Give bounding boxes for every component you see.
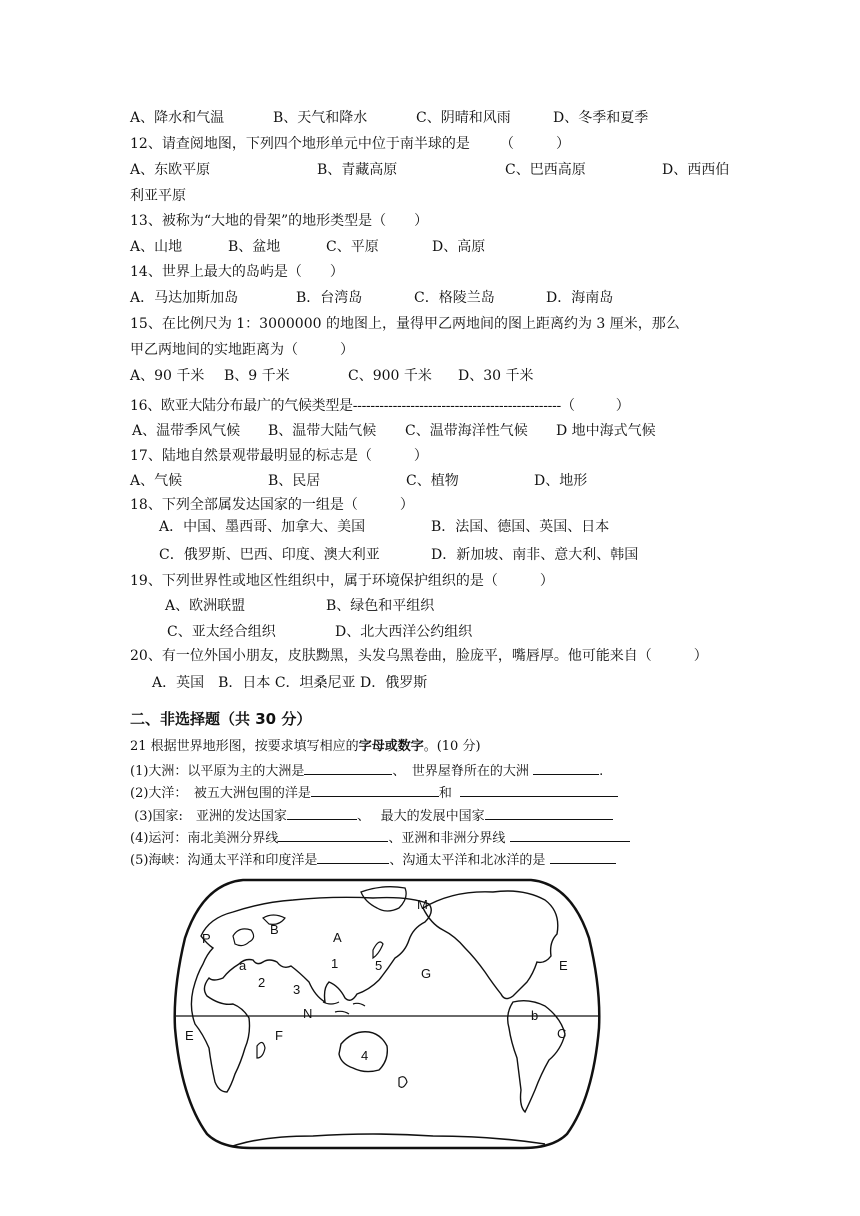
q21-line3 — [130, 805, 613, 827]
answer-blank[interactable] — [278, 827, 388, 842]
q17-stem: 17、陆地自然景观带最明显的标志是（ ） — [130, 448, 428, 464]
answer-blank[interactable] — [287, 805, 357, 820]
option: C、温带海洋性气候 — [405, 423, 528, 439]
option: C、巴西高原 — [505, 162, 586, 178]
map-label: B — [270, 922, 279, 937]
q21-intro-pre: 21 根据世界地形图，按要求填写相应的 — [130, 739, 359, 754]
option: D、30 千米 — [458, 368, 534, 384]
map-label: a — [239, 958, 247, 973]
answer-blank[interactable] — [533, 760, 599, 775]
north-america-outline — [423, 891, 558, 999]
option: A、山地 — [130, 239, 183, 255]
q21-prompt: (5)海峡：沟通太平洋和印度洋是 — [130, 853, 318, 868]
option: A．中国、墨西哥、加拿大、美国 — [159, 519, 366, 535]
q12-option-wrap: 利亚平原 — [130, 188, 186, 204]
q21-prompt: 、亚洲和非洲分界线 — [388, 831, 506, 846]
map-label: G — [421, 966, 432, 981]
map-label: 1 — [331, 956, 339, 971]
option: C、亚太经合组织 — [167, 624, 276, 640]
option: A．马达加斯加岛 — [130, 290, 239, 306]
q18-stem: 18、下列全部属发达国家的一组是（ ） — [130, 497, 414, 513]
greenland-outline — [361, 887, 406, 911]
map-label: 2 — [258, 975, 266, 990]
q21-prompt: (3)国家: 亚洲的发达国家 — [130, 809, 287, 824]
map-label: A — [333, 930, 342, 945]
option: B、温带大陆气候 — [268, 423, 377, 439]
option: B、天气和降水 — [273, 110, 368, 126]
q21-intro-emphasis: 字母或数字 — [358, 739, 424, 754]
option: A、温带季风气候 — [132, 423, 241, 439]
section-heading: 二、非选择题（共 30 分） — [130, 710, 312, 728]
q15-stem-line1: 15、在比例尺为 1：3000000 的地图上，量得甲乙两地间的图上距离约为 3 厘米，那么 — [130, 316, 680, 332]
map-label: 4 — [361, 1048, 369, 1063]
q15-stem-line2: 甲乙两地间的实地距离为（ ） — [130, 342, 354, 358]
q21-prompt: (4)运河：南北美洲分界线 — [130, 831, 279, 846]
q21-prompt: 、 最大的发展中国家 — [356, 809, 485, 824]
answer-blank[interactable] — [510, 827, 630, 842]
option: C、阴晴和风雨 — [416, 110, 511, 126]
q21-intro — [130, 737, 481, 757]
answer-blank[interactable] — [317, 849, 389, 864]
antarctica-outline — [233, 1134, 545, 1146]
option: A、降水和气温 — [130, 110, 225, 126]
answer-paren: （ ） — [500, 136, 570, 152]
world-terrain-map — [173, 878, 601, 1150]
q21-line1 — [130, 760, 603, 782]
map-label: C — [557, 1026, 567, 1041]
option: D．新加坡、南非、意大利、韩国 — [431, 547, 639, 563]
q21-intro-post: 。(10 分) — [423, 739, 481, 754]
q21-line5 — [130, 849, 616, 871]
map-label: P — [202, 931, 211, 946]
option: A、90 千米 — [130, 368, 205, 384]
option: B、9 千米 — [224, 368, 290, 384]
option: B、青藏高原 — [317, 162, 398, 178]
option: B．台湾岛 — [296, 290, 363, 306]
map-label: E — [185, 1028, 194, 1043]
q13-stem: 13、被称为“大地的骨架”的地形类型是（ ） — [130, 213, 429, 229]
q20-stem: 20、有一位外国小朋友，皮肤黝黑，头发乌黑卷曲，脸庞平，嘴唇厚。他可能来自（ ） — [130, 648, 708, 664]
q21-prompt: (2)大洋： 被五大洲包围的洋是 — [130, 786, 311, 801]
option: D、西西伯 — [662, 162, 730, 178]
q21-prompt: . — [599, 764, 604, 779]
answer-blank[interactable] — [460, 782, 618, 797]
map-label: E — [559, 958, 568, 973]
answer-blank[interactable] — [485, 805, 613, 820]
q20-options: A．英国 B．日本 C．坦桑尼亚 D．俄罗斯 — [152, 675, 428, 691]
option: B、民居 — [268, 473, 321, 489]
option: C．格陵兰岛 — [414, 290, 495, 306]
map-label: M — [417, 897, 428, 912]
southeast-asia-islands — [323, 1002, 365, 1014]
madagascar-island — [257, 1042, 265, 1058]
q21-prompt: 和 — [438, 786, 452, 801]
japan-island — [373, 942, 383, 958]
map-label: b — [531, 1008, 539, 1023]
new-zealand-island — [399, 1077, 407, 1088]
answer-blank[interactable] — [304, 760, 392, 775]
map-label: F — [275, 1028, 283, 1043]
eurasia-africa-outline — [191, 897, 431, 1092]
q21-prompt: 、 世界屋脊所在的大洲 — [392, 764, 529, 779]
answer-blank[interactable] — [311, 782, 439, 797]
map-label: 3 — [293, 982, 301, 997]
option: C．俄罗斯、巴西、印度、澳大利亚 — [159, 547, 380, 563]
option: A、东欧平原 — [130, 162, 211, 178]
option: B、绿色和平组织 — [326, 598, 435, 614]
q21-prompt: (1)大洲：以平原为主的大洲是 — [130, 764, 305, 779]
option: B、盆地 — [228, 239, 281, 255]
option: C、平原 — [326, 239, 379, 255]
q21-line4 — [130, 827, 630, 849]
option: A、欧洲联盟 — [165, 598, 246, 614]
option: D、地形 — [534, 473, 588, 489]
q16-stem: 16、欧亚大陆分布最广的气候类型是-----------------------------------------------（ ） — [130, 398, 630, 414]
option: A、气候 — [130, 473, 183, 489]
option: C、植物 — [406, 473, 459, 489]
q14-stem: 14、世界上最大的岛屿是（ ） — [130, 264, 344, 280]
q21-prompt: 、沟通太平洋和北冰洋的是 — [389, 853, 546, 868]
option: B．法国、德国、英国、日本 — [431, 519, 610, 535]
answer-blank[interactable] — [550, 849, 616, 864]
option: C、900 千米 — [348, 368, 432, 384]
option: D、冬季和夏季 — [553, 110, 649, 126]
option: D．海南岛 — [546, 290, 614, 306]
option: D 地中海式气候 — [556, 423, 656, 439]
option: D、高原 — [432, 239, 486, 255]
q19-stem: 19、下列世界性或地区性组织中，属于环境保护组织的是（ ） — [130, 573, 554, 589]
option: D、北大西洋公约组织 — [335, 624, 473, 640]
q21-line2 — [130, 782, 618, 804]
question-stem: 12、请查阅地图，下列四个地形单元中位于南半球的是 — [130, 136, 470, 152]
map-label: N — [303, 1006, 313, 1021]
map-label: 5 — [375, 958, 383, 973]
